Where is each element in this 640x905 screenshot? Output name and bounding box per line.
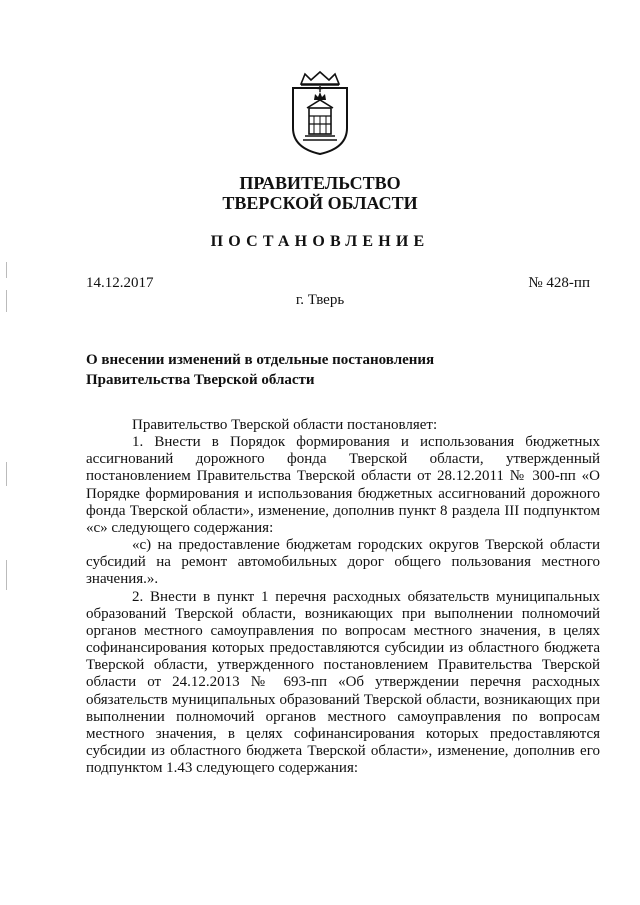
body-paragraph: 1. Внести в Порядок формирования и использования бюджетных ассигнований дорожного фонда Тверской области, утвержденный постановлением Правительства Тверской области от 28.12.2011 № 300-пп «О Порядке формирования и использования бюджетных ассигнований дорожного фонда Тверской области», изменение, дополнив пункт 8 раздела III подпунктом «с» следующего содержания: [86,434,600,536]
document-number: № 428-пп [528,275,590,291]
scan-mark [6,560,7,590]
document-body [86,417,600,777]
government-title-line1: ПРАВИТЕЛЬСТВО [239,173,401,193]
subject-line1: О внесении изменений в отдельные постановления [86,352,435,368]
document-date: 14.12.2017 [86,275,154,291]
tver-coat-of-arms-icon [287,70,353,156]
body-paragraph: 2. Внести в пункт 1 перечня расходных обязательств муниципальных образований Тверской области, возникающих при выполнении полномочий органов местного самоуправления по вопросам местного значения, в целях софинансирования которых предоставляются субсидии из областного бюджета Тверской области, утвержденного постановлением Правительства Тверской области от 24.12.2013 № 693-пп «Об утверждении перечня расходных обязательств муниципальных образований Тверской области, возникающих при выполнении полномочий органов местного самоуправления по вопросам местного значения, в целях софинансирования которых предоставляются субсидии из областного бюджета Тверской области», изменение, дополнив его подпунктом 1.43 следующего содержания: [86,588,600,777]
body-paragraph: Правительство Тверской области постановляет: [132,417,438,433]
document-city: г. Тверь [295,292,345,308]
document-subject [86,350,506,390]
body-paragraph: «с) на предоставление бюджетам городских округов Тверской области субсидий на ремонт автомобильных дорог общего пользования местного значения.». [86,537,600,588]
scan-mark [6,262,7,278]
government-title-line2: ТВЕРСКОЙ ОБЛАСТИ [222,193,418,213]
subject-line2: Правительства Тверской области [86,372,315,388]
scan-mark [6,462,7,486]
document-type-title: ПОСТАНОВЛЕНИЕ [210,233,430,250]
